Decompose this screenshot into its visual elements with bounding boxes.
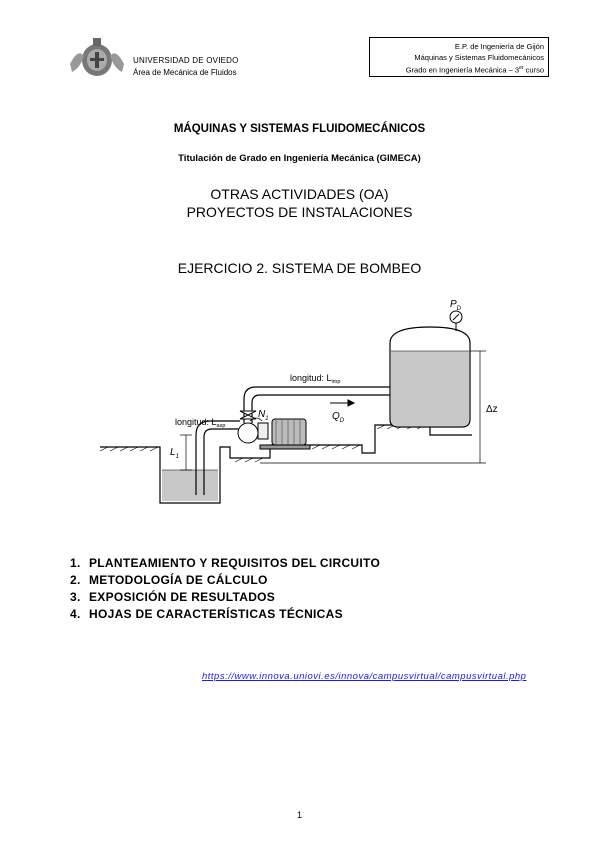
- degree-line: [370, 63, 544, 76]
- main-title: MÁQUINAS Y SISTEMAS FLUIDOMECÁNICOS: [173, 123, 426, 135]
- degree-text: Grado en Ingeniería Mecánica – 3: [405, 65, 520, 75]
- degree-subtitle: Titulación de Grado en Ingeniería Mecánica (GIMECA): [178, 153, 421, 164]
- page-number: 1: [296, 810, 302, 820]
- university-block: [133, 55, 239, 79]
- subject-name: Máquinas y Sistemas Fluidomecánicos: [414, 53, 544, 62]
- campus-virtual-link[interactable]: https://www.innova.uniovi.es/innova/campusvirtual/campusvirtual.php: [202, 671, 527, 682]
- school-name: E.P. de Ingeniería de Gijón: [454, 42, 544, 51]
- suction-length-label: longitud: $L_{asp}$: [175, 417, 226, 429]
- activities-line-1: OTRAS ACTIVIDADES (OA): [210, 186, 389, 202]
- speed-symbol: $N_1$: [258, 409, 269, 422]
- department-area: Área de Mecánica de Fluidos: [133, 68, 237, 77]
- list-item-label: METODOLOGÍA DE CÁLCULO: [89, 573, 268, 587]
- upper-tank: [390, 327, 470, 427]
- university-crest-logo: [68, 36, 126, 78]
- height-dimension: [180, 435, 192, 470]
- pump-motor: [238, 419, 310, 449]
- course-info-box: [369, 37, 549, 77]
- list-item: [70, 572, 380, 589]
- list-item-label: HOJAS DE CARACTERÍSTICAS TÉCNICAS: [89, 607, 343, 621]
- list-item: [70, 606, 380, 623]
- degree-ordinal: er: [519, 65, 524, 71]
- activities-line-2: PROYECTOS DE INSTALACIONES: [186, 204, 413, 220]
- pumping-system-diagram: [100, 295, 520, 520]
- pressure-symbol: $P_D$: [450, 299, 462, 312]
- list-item-number: 2.: [70, 573, 81, 587]
- list-item: [70, 555, 380, 572]
- list-item: [70, 589, 380, 606]
- list-item-label: PLANTEAMIENTO Y REQUISITOS DEL CIRCUITO: [89, 556, 381, 570]
- university-name: UNIVERSIDAD DE OVIEDO: [133, 56, 239, 65]
- suction-sump: [162, 470, 218, 501]
- discharge-length-label: longitud: $L_{imp}$: [290, 373, 341, 385]
- list-item-number: 4.: [70, 607, 81, 621]
- list-item-number: 1.: [70, 556, 81, 570]
- exercise-title: EJERCICIO 2. SISTEMA DE BOMBEO: [177, 260, 422, 276]
- section-list: [70, 555, 380, 623]
- pressure-gauge-icon: [450, 311, 462, 331]
- list-item-label: EXPOSICIÓN DE RESULTADOS: [89, 590, 276, 604]
- activities-title: [0, 185, 599, 221]
- elevation-symbol: Δz: [486, 404, 498, 415]
- flow-symbol: $Q_D$: [332, 411, 345, 424]
- height-symbol: $L_1$: [170, 447, 179, 460]
- list-item-number: 3.: [70, 590, 81, 604]
- valve-icon: [240, 411, 256, 419]
- degree-course: curso: [523, 65, 544, 75]
- flow-arrow-icon: [330, 400, 354, 406]
- page-header: [0, 0, 599, 90]
